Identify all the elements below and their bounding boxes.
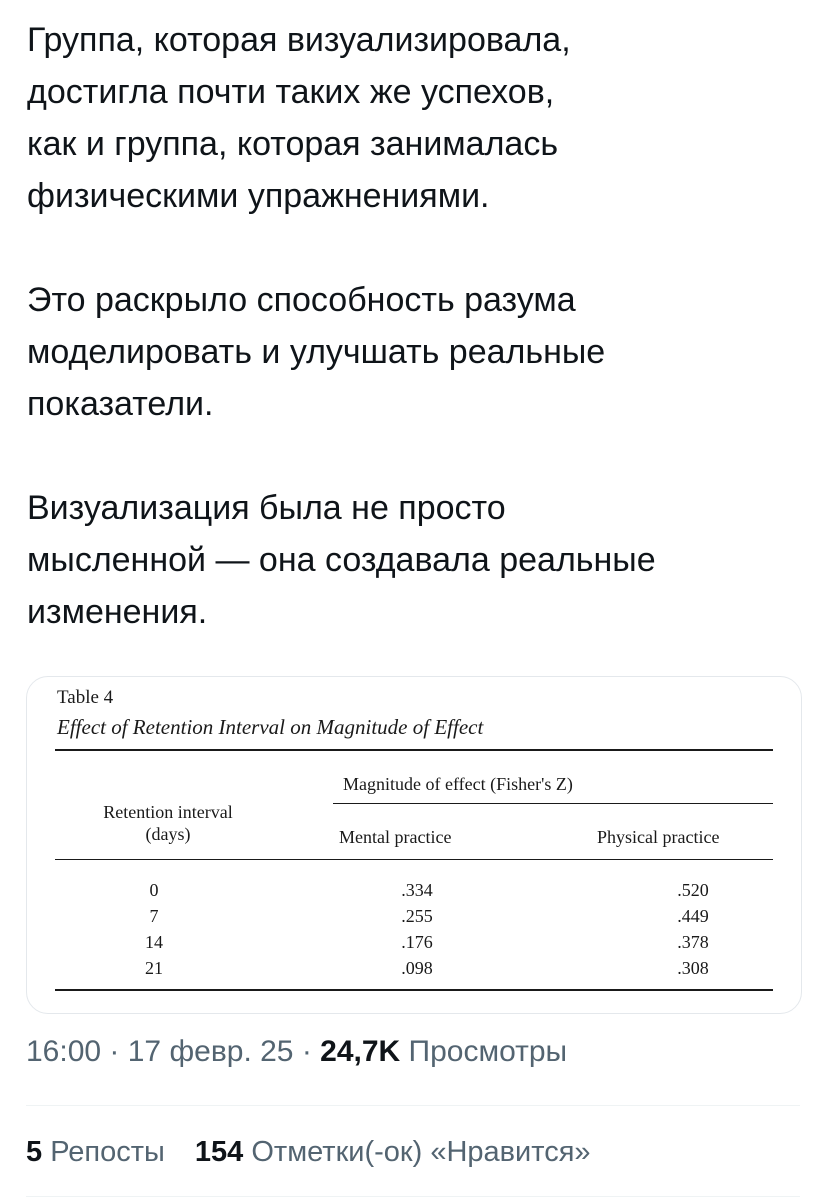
- group-header-rule: [333, 803, 773, 804]
- attached-image[interactable]: [26, 676, 802, 1014]
- meta-separator: ·: [101, 1035, 128, 1068]
- tweet-line: достигла почти таких же успехов,: [27, 73, 555, 111]
- tweet-line: Визуализация была не просто: [27, 489, 506, 527]
- header-bottom-rule: [55, 859, 773, 860]
- mental-practice-header: Mental practice: [339, 827, 452, 847]
- likes-label: Отметки(-ок) «Нравится»: [243, 1136, 591, 1168]
- divider: [26, 1196, 800, 1197]
- table-cell: .334: [401, 880, 433, 900]
- views-count: 24,7K: [320, 1035, 401, 1068]
- table-cell: .449: [677, 906, 709, 926]
- likes-count: 154: [194, 1136, 244, 1168]
- table-cell: 0: [149, 880, 159, 900]
- table-cell: .378: [677, 932, 709, 952]
- tweet-line: Группа, которая визуализировала,: [27, 21, 571, 59]
- tweet-line: изменения.: [27, 593, 208, 631]
- tweet-line: Это раскрыло способность разума: [27, 281, 576, 319]
- table-cell: .098: [401, 958, 433, 978]
- tweet-line: показатели.: [27, 385, 214, 423]
- tweet-date[interactable]: 17 февр. 25: [127, 1035, 294, 1068]
- table-cell: 21: [145, 958, 163, 978]
- group-header: Magnitude of effect (Fisher's Z): [343, 774, 573, 794]
- mental-column: [387, 877, 447, 981]
- tweet-paragraph-2: [27, 274, 807, 430]
- tweet-line: моделировать и улучшать реальные: [27, 333, 606, 371]
- meta-separator: ·: [293, 1035, 321, 1068]
- table-scan: [27, 677, 801, 1013]
- table-cell: .176: [401, 932, 433, 952]
- views-label: Просмотры: [400, 1035, 568, 1068]
- tweet-line: как и группа, которая занималась: [27, 125, 559, 163]
- retention-header: [53, 801, 283, 845]
- physical-practice-header: Physical practice: [597, 827, 720, 847]
- tweet-paragraph-1: [27, 14, 807, 222]
- tweet-line: мысленной — она создавала реальные: [27, 541, 656, 579]
- reposts-count: 5: [26, 1136, 43, 1168]
- table-title: Effect of Retention Interval on Magnitude of Effect: [57, 715, 484, 739]
- retention-header-line: Retention interval: [103, 802, 233, 822]
- tweet-time[interactable]: 16:00: [26, 1035, 102, 1068]
- tweet-line: физическими упражнениями.: [27, 177, 490, 215]
- tweet-text: [27, 14, 807, 638]
- retention-column: [127, 877, 181, 981]
- reposts-stat[interactable]: [26, 1136, 165, 1169]
- table-bottom-rule: [55, 989, 773, 991]
- table-cell: 7: [149, 906, 159, 926]
- reposts-label: Репосты: [42, 1136, 165, 1168]
- likes-stat[interactable]: [195, 1136, 591, 1169]
- table-cell: .308: [677, 958, 709, 978]
- table-top-rule: [55, 749, 773, 751]
- divider: [26, 1105, 800, 1106]
- table-cell: .255: [401, 906, 433, 926]
- table-cell: .520: [677, 880, 709, 900]
- tweet-meta: [26, 1035, 567, 1069]
- engagement-stats: [26, 1136, 613, 1169]
- retention-header-line: (days): [145, 824, 191, 844]
- physical-column: [663, 877, 723, 981]
- table-label: Table 4: [57, 687, 114, 708]
- tweet-paragraph-3: [27, 482, 807, 638]
- table-cell: 14: [145, 932, 163, 952]
